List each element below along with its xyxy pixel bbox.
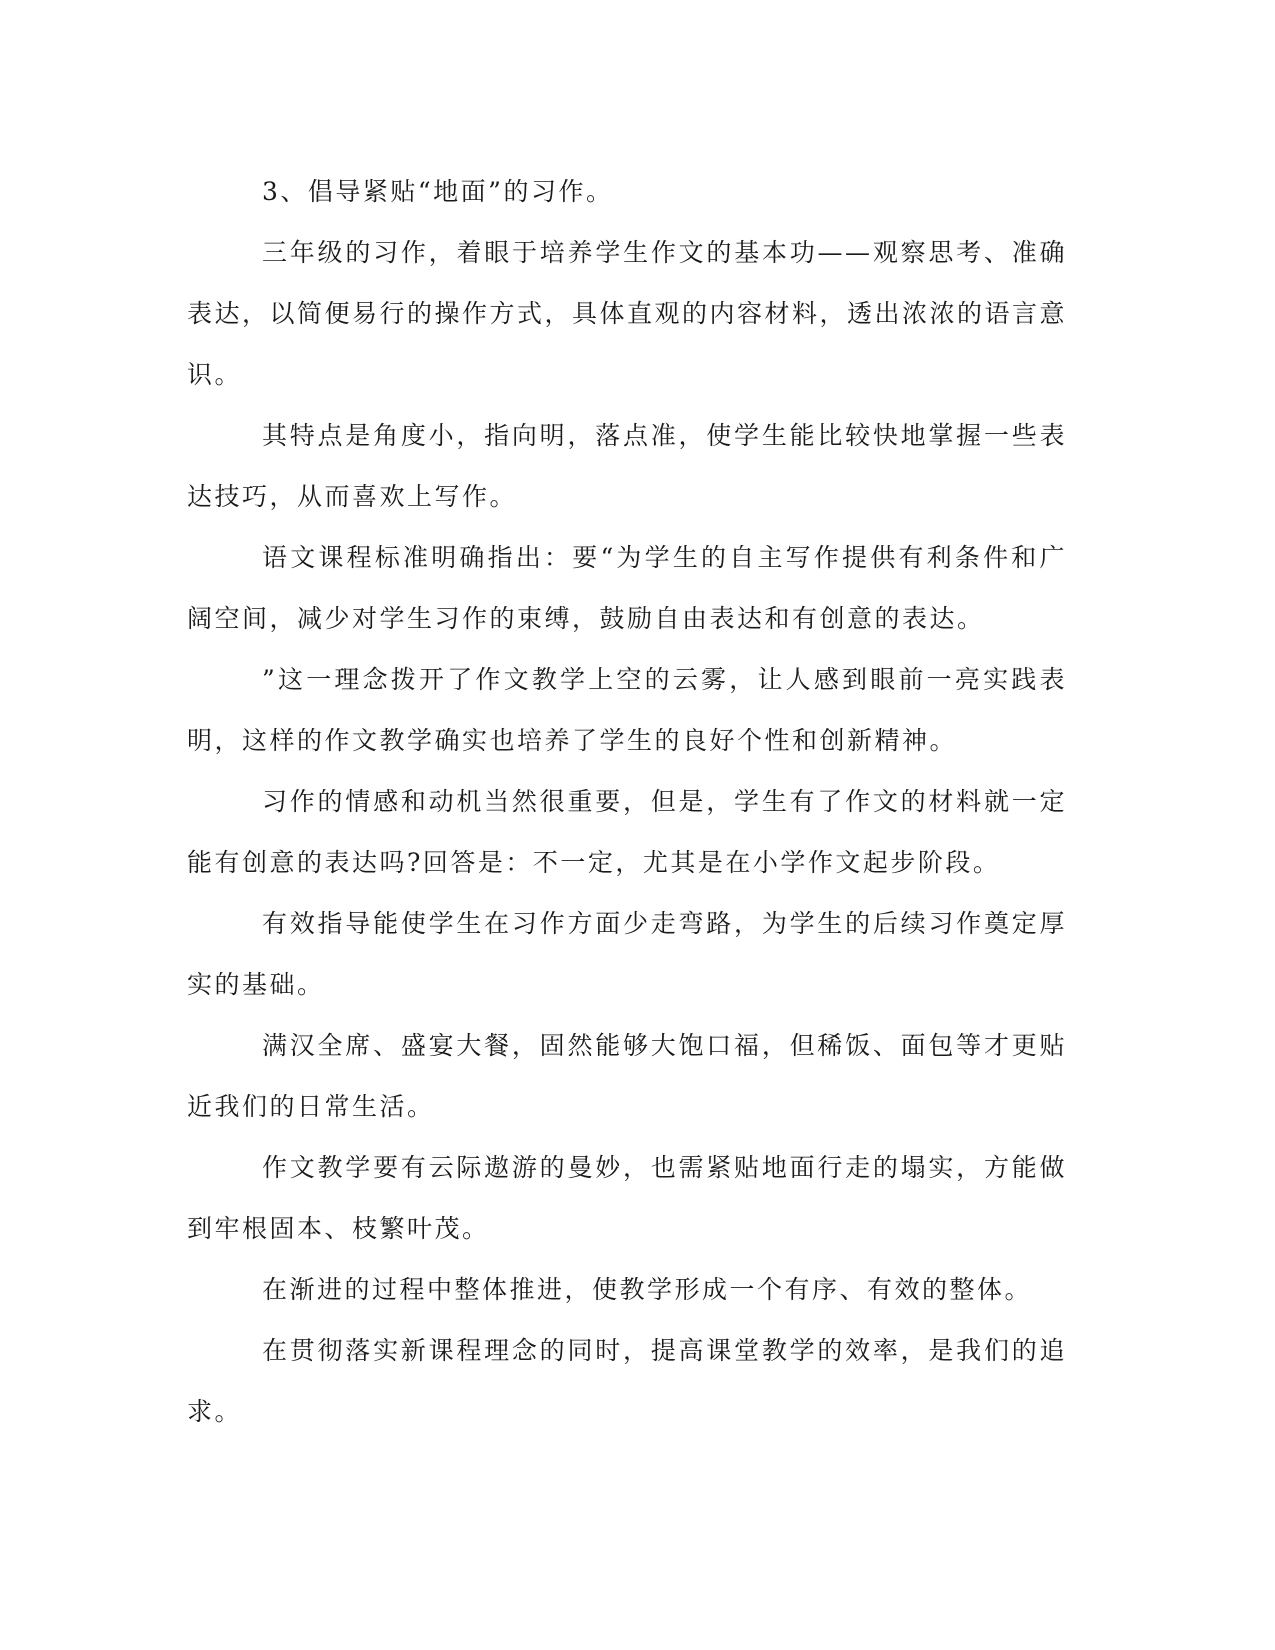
paragraph: 其特点是角度小，指向明，落点准，使学生能比较快地掌握一些表达技巧，从而喜欢上写作。	[187, 421, 1067, 511]
paragraph: 三年级的习作，着眼于培养学生作文的基本功——观察思考、准确表达，以简便易行的操作方式，具体直观的内容材料，透出浓浓的语言意识。	[187, 238, 1068, 389]
document-body	[187, 161, 1067, 1442]
paragraph: 作文教学要有云际遨游的曼妙，也需紧贴地面行走的塌实，方能做到牢根固本、枝繁叶茂。	[187, 1153, 1067, 1243]
paragraph: 在渐进的过程中整体推进，使教学形成一个有序、有效的整体。	[262, 1275, 1033, 1304]
paragraph: 有效指导能使学生在习作方面少走弯路，为学生的后续习作奠定厚实的基础。	[187, 909, 1067, 999]
paragraph: 习作的情感和动机当然很重要，但是，学生有了作文的材料就一定能有创意的表达吗?回答是：不一定，尤其是在小学作文起步阶段。	[187, 787, 1067, 877]
paragraph: ”这一理念拨开了作文教学上空的云雾，让人感到眼前一亮实践表明，这样的作文教学确实也培养了学生的良好个性和创新精神。	[187, 665, 1067, 755]
paragraph: 语文课程标准明确指出：要“为学生的自主写作提供有利条件和广阔空间，减少对学生习作的束缚，鼓励自由表达和有创意的表达。	[187, 543, 1067, 633]
paragraph: 在贯彻落实新课程理念的同时，提高课堂教学的效率，是我们的追求。	[187, 1336, 1067, 1426]
paragraph: 满汉全席、盛宴大餐，固然能够大饱口福，但稀饭、面包等才更贴近我们的日常生活。	[187, 1031, 1067, 1121]
paragraph: 3、倡导紧贴“地面”的习作。	[262, 177, 614, 206]
